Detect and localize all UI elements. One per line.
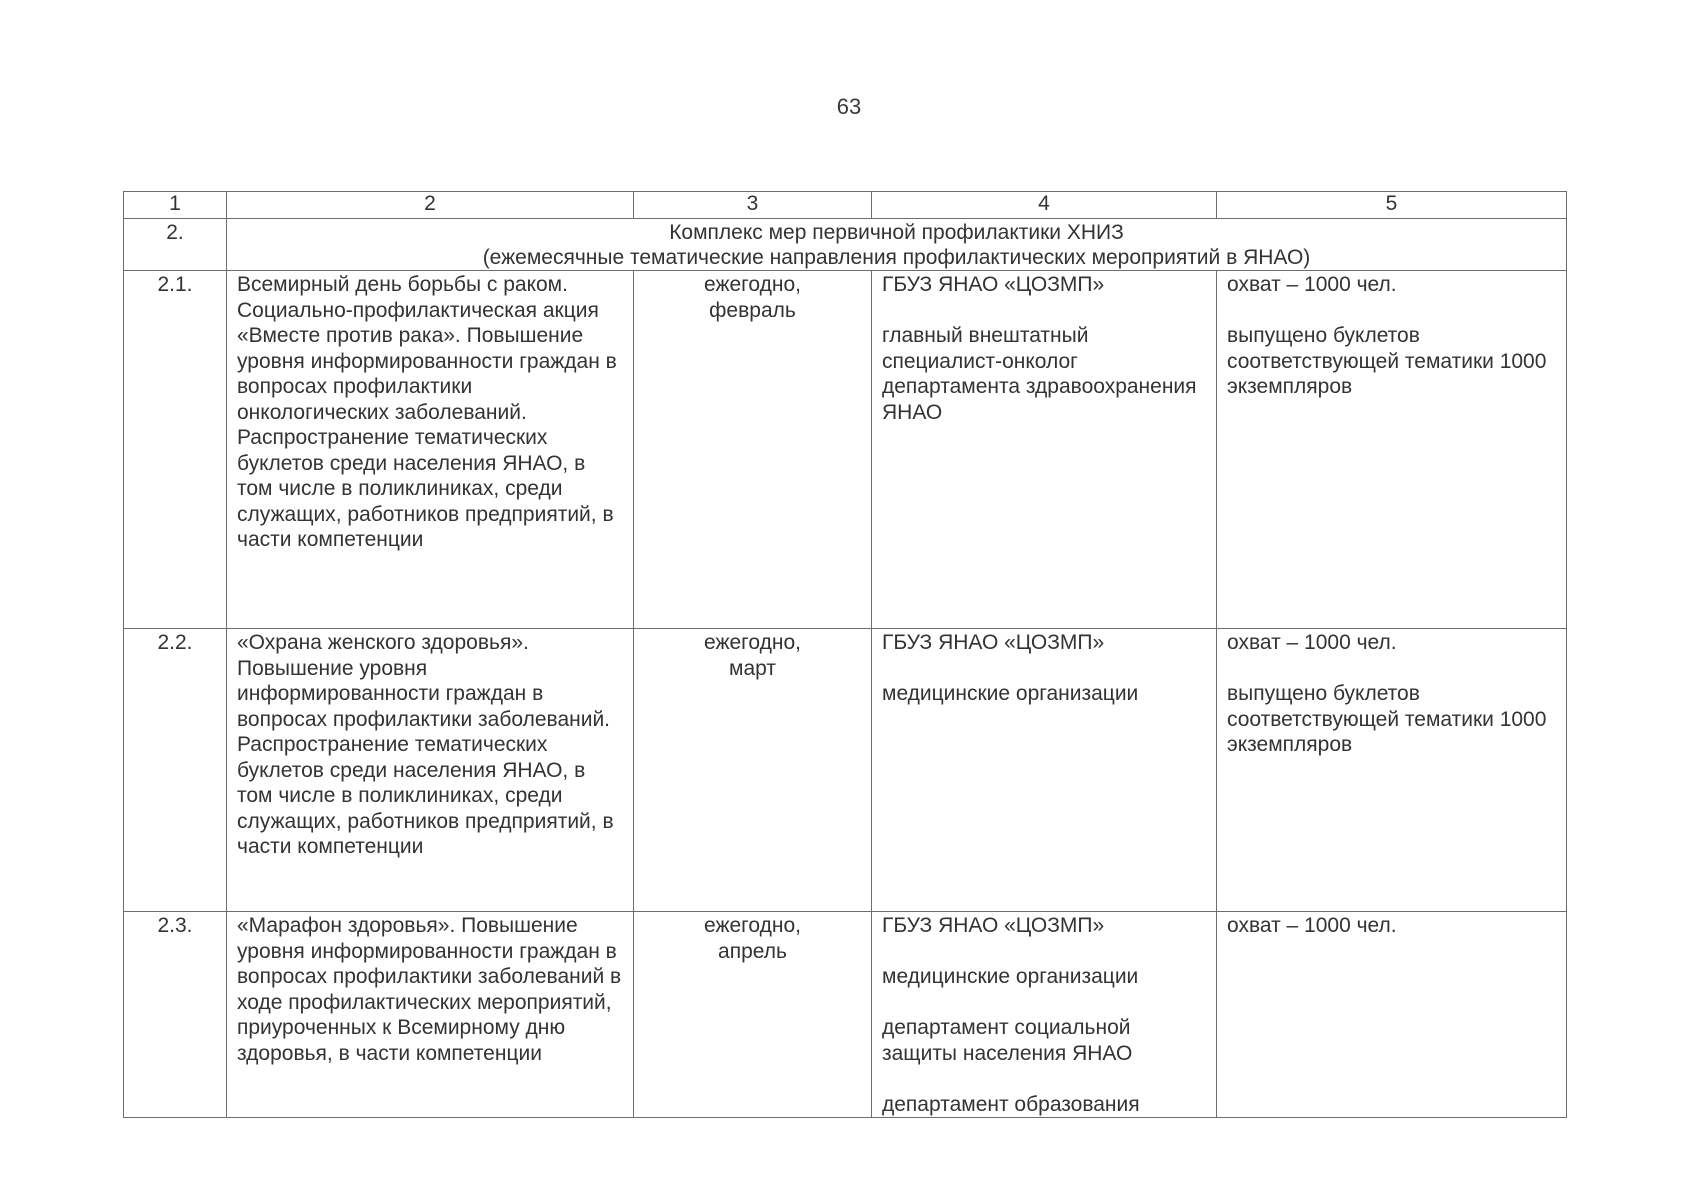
section-number: 2. (124, 219, 227, 271)
column-number-5: 5 (1217, 192, 1567, 219)
responsible-item: ГБУЗ ЯНАО «ЦОЗМП» (882, 631, 1105, 654)
responsible-item: ГБУЗ ЯНАО «ЦОЗМП» (882, 914, 1105, 937)
column-number-2: 2 (227, 192, 634, 219)
row-number: 2.2. (124, 629, 227, 912)
event-term (634, 271, 872, 629)
event-term (634, 912, 872, 1118)
responsible-executors (872, 912, 1217, 1118)
section-title-line-2: (ежемесячные тематические направления профилактических мероприятий в ЯНАО) (482, 246, 1311, 269)
responsible-item: медицинские организации (882, 682, 1139, 705)
expected-result (1217, 271, 1567, 629)
column-number-1: 1 (124, 192, 227, 219)
responsible-item: департамент образования (882, 1092, 1140, 1116)
responsible-item: главный внештатный специалист-онколог департамента здравоохранения ЯНАО (882, 324, 1197, 424)
column-number-3: 3 (634, 192, 872, 219)
measures-table (123, 191, 1567, 1118)
section-title (227, 219, 1567, 271)
result-item: охват – 1000 чел. (1227, 273, 1397, 296)
responsible-item: департамент социальной защиты населения ЯНАО (882, 1016, 1133, 1065)
result-item: охват – 1000 чел. (1227, 914, 1397, 937)
term-line-2: апрель (718, 939, 787, 963)
section-title-line-1: Комплекс мер первичной профилактики ХНИЗ (669, 221, 1124, 244)
expected-result (1217, 629, 1567, 912)
page-number: 63 (836, 94, 862, 119)
row-number: 2.3. (124, 912, 227, 1118)
result-item: охват – 1000 чел. (1227, 631, 1397, 654)
responsible-item: медицинские организации (882, 965, 1139, 988)
table-row (124, 912, 1567, 1118)
column-number-4: 4 (872, 192, 1217, 219)
row-number: 2.1. (124, 271, 227, 629)
responsible-item: ГБУЗ ЯНАО «ЦОЗМП» (882, 273, 1105, 296)
event-description: «Охрана женского здоровья». Повышение уровня информированности граждан в вопросах профилактики заболеваний. Распространение тематических буклетов среди населения ЯНАО, в том числе в поликлиниках, среди служащих, работников предприятий, в части компетенции (227, 629, 634, 912)
term-line-2: февраль (709, 298, 796, 322)
table-row (124, 629, 1567, 912)
table-header-row (124, 192, 1567, 219)
section-row (124, 219, 1567, 271)
term-line-1: ежегодно, (704, 273, 801, 296)
responsible-executors (872, 629, 1217, 912)
result-item: выпущено буклетов соответствующей тематики 1000 экземпляров (1227, 682, 1547, 756)
result-item: выпущено буклетов соответствующей тематики 1000 экземпляров (1227, 324, 1547, 398)
responsible-executors (872, 271, 1217, 629)
term-line-1: ежегодно, (704, 631, 801, 654)
event-term (634, 629, 872, 912)
expected-result (1217, 912, 1567, 1118)
term-line-1: ежегодно, (704, 914, 801, 937)
event-description: Всемирный день борьбы с раком. Социально-профилактическая акция «Вместе против рака». Повышение уровня информированности граждан в вопросах профилактики онкологических заболеваний. Распространение тематических буклетов среди населения ЯНАО, в том числе в поликлиниках, среди служащих, работников предприятий, в части компетенции (227, 271, 634, 629)
term-line-2: март (729, 656, 776, 680)
table-row (124, 271, 1567, 629)
event-description: «Марафон здоровья». Повышение уровня информированности граждан в вопросах профилактики заболеваний в ходе профилактических мероприятий, приуроченных к Всемирному дню здоровья, в части компетенции (227, 912, 634, 1118)
